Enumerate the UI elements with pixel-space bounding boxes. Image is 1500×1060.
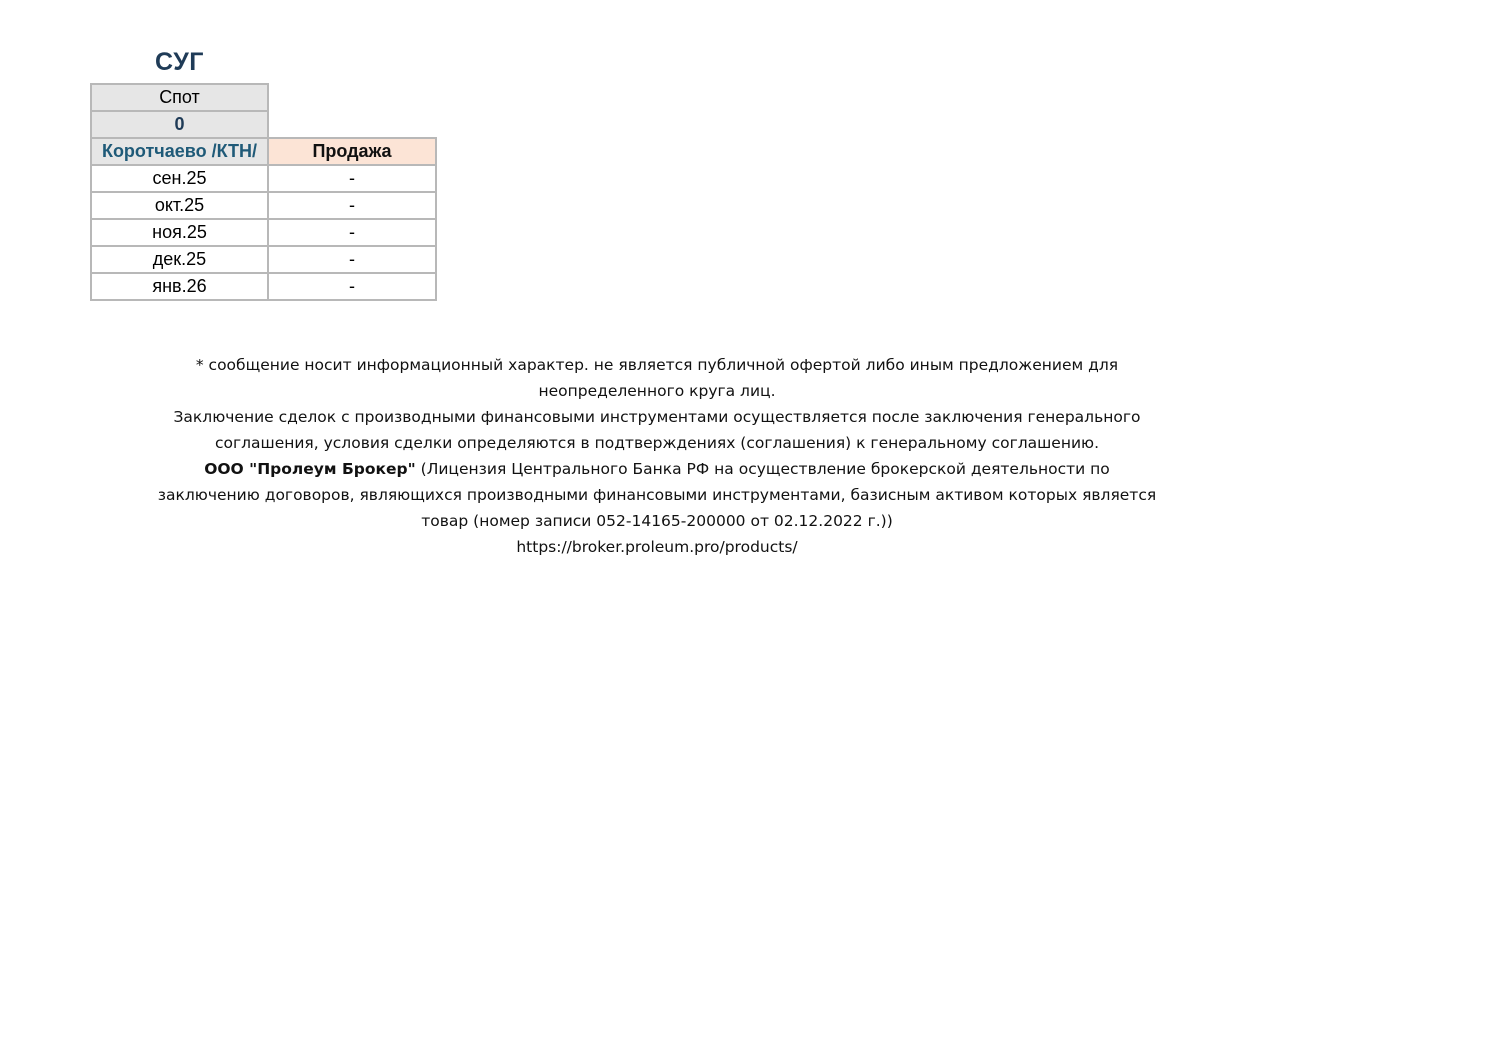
value-cell: - (268, 246, 436, 273)
disclaimer-text: * сообщение носит информационный характер. не является публичной офертой либо иным предложением для неопределенного круга лиц. (195, 356, 1119, 400)
page-title: СУГ (155, 48, 204, 76)
spot-label-row (91, 84, 436, 111)
month-cell: дек.25 (91, 246, 268, 273)
empty-cell (268, 84, 436, 111)
value-cell: - (268, 165, 436, 192)
website-link[interactable]: https://broker.proleum.pro/products/ (516, 538, 798, 556)
company-name: ООО "Пролеум Брокер" (204, 460, 416, 478)
value-cell: - (268, 273, 436, 300)
table-row (91, 246, 436, 273)
notes-block (157, 352, 1157, 560)
table-row (91, 165, 436, 192)
price-table (90, 83, 437, 301)
month-cell: янв.26 (91, 273, 268, 300)
deals-text: Заключение сделок с производными финансовыми инструментами осуществляется после заключения генерального соглашения, условия сделки определяются в подтверждениях (соглашения) к генеральному соглашению. (173, 408, 1141, 452)
license-text: (Лицензия Центрального Банка РФ на осуществление брокерской деятельности по заключению договоров, являющихся производными финансовыми инструментами, базисным активом которых является товар (номер записи 052-14165-200000 от 02.12.2022 г.)) (157, 460, 1157, 530)
header-row (91, 138, 436, 165)
table-row (91, 192, 436, 219)
month-cell: ноя.25 (91, 219, 268, 246)
month-cell: окт.25 (91, 192, 268, 219)
location-header: Коротчаево /КТН/ (91, 138, 268, 165)
license-paragraph (157, 456, 1157, 534)
spot-label: Спот (91, 84, 268, 111)
table-row (91, 273, 436, 300)
sell-header: Продажа (268, 138, 436, 165)
spot-value-row (91, 111, 436, 138)
month-cell: сен.25 (91, 165, 268, 192)
spot-value: 0 (91, 111, 268, 138)
value-cell: - (268, 192, 436, 219)
value-cell: - (268, 219, 436, 246)
table-row (91, 219, 436, 246)
empty-cell (268, 111, 436, 138)
